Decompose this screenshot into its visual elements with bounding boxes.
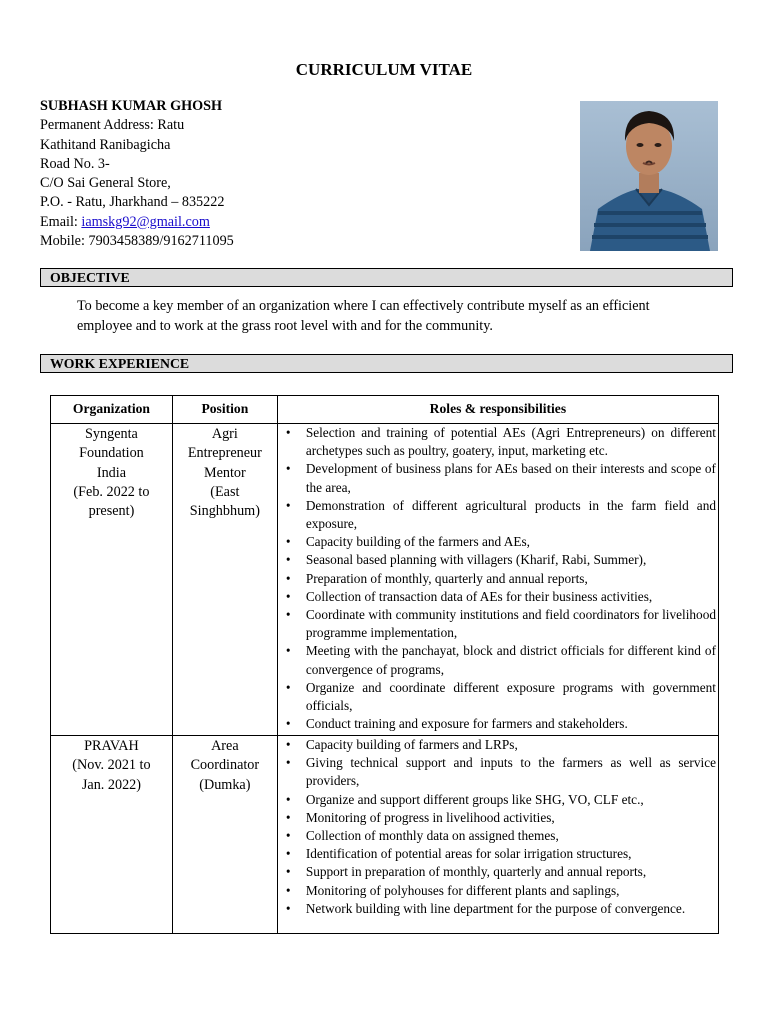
position-line: (Dumka): [199, 776, 251, 793]
list-item: • Identification of potential areas for solar irrigation structures,: [306, 845, 716, 863]
table-header-row: [51, 396, 719, 424]
list-item: • Giving technical support and inputs to the farmers as well as service providers,: [306, 754, 716, 790]
table-row: [51, 736, 719, 934]
position-cell: [172, 424, 277, 736]
list-item: • Seasonal based planning with villagers (Kharif, Rabi, Summer),: [306, 551, 716, 569]
list-item: • Organize and support different groups like SHG, VO, CLF etc.,: [306, 791, 716, 809]
list-item: • Preparation of monthly, quarterly and annual reports,: [306, 570, 716, 588]
organization-line: present): [88, 503, 135, 520]
list-item: • Demonstration of different agricultural products in the farm field and exposure,: [306, 497, 716, 533]
position-line: Coordinator: [190, 757, 260, 774]
roles-cell: [277, 424, 718, 736]
column-header-position: Position: [172, 396, 277, 424]
list-item: • Development of business plans for AEs based on their interests and scope of the area,: [306, 460, 716, 496]
organization-cell: [51, 736, 173, 934]
list-item: • Coordinate with community institutions and field coordinators for livelihood programme implementation,: [306, 606, 716, 642]
document-title: CURRICULUM VITAE: [295, 60, 473, 79]
address-line: P.O. - Ratu, Jharkhand – 835222: [40, 194, 225, 211]
candidate-name: SUBHASH KUMAR GHOSH: [40, 98, 223, 114]
list-item: • Meeting with the panchayat, block and district officials for different kind of convergence of programs,: [306, 642, 716, 678]
organization-line: India: [96, 464, 127, 481]
position-line: Agri: [211, 426, 238, 442]
contact-block: [40, 97, 560, 251]
address-line: C/O Sai General Store,: [40, 175, 171, 192]
column-header-organization: Organization: [51, 396, 173, 424]
roles-cell: [277, 736, 718, 934]
profile-photo: [580, 101, 718, 251]
list-item: • Capacity building of farmers and LRPs,: [306, 736, 716, 754]
table-row: [51, 424, 719, 736]
organization-line: Jan. 2022): [81, 776, 141, 793]
address-line: Road No. 3-: [40, 155, 110, 172]
organization-line: (Feb. 2022 to: [73, 483, 150, 500]
email-label: Email:: [40, 213, 82, 230]
address-line: Permanent Address: Ratu: [40, 117, 185, 134]
position-cell: [172, 736, 277, 934]
work-experience-table: [50, 395, 719, 934]
roles-list: [278, 736, 716, 918]
list-item: • Conduct training and exposure for farmers and stakeholders.: [306, 715, 716, 733]
email-line: [40, 213, 560, 232]
objective-text: To become a key member of an organization where I can effectively contribute myself as an efficient employee and to work at the grass root level with and for the community.: [77, 298, 650, 334]
mobile-line: Mobile: 7903458389/9162711095: [40, 233, 234, 250]
list-item: • Monitoring of polyhouses for different plants and saplings,: [306, 882, 716, 900]
roles-list: [278, 424, 716, 733]
profile-photo-illustration: [580, 101, 718, 251]
list-item: • Support in preparation of monthly, quarterly and annual reports,: [306, 863, 716, 881]
position-line: Singhbhum): [189, 503, 260, 520]
work-experience-heading: WORK EXPERIENCE: [40, 354, 733, 373]
organization-line: Syngenta: [85, 426, 138, 442]
position-line: (East: [210, 483, 240, 500]
organization-line: PRAVAH: [84, 738, 139, 754]
organization-line: Foundation: [79, 445, 144, 462]
position-line: Entrepreneur: [187, 445, 262, 462]
email-link[interactable]: iamskg92@gmail.com: [81, 213, 210, 230]
list-item: • Collection of monthly data on assigned themes,: [306, 827, 716, 845]
list-item: • Network building with line department for the purpose of convergence.: [306, 900, 716, 918]
column-header-roles: Roles & responsibilities: [277, 396, 718, 424]
list-item: • Collection of transaction data of AEs for their business activities,: [306, 588, 716, 606]
list-item: • Selection and training of potential AEs (Agri Entrepreneurs) on different archetypes such as poultry, goatery, input, marketing etc.: [306, 424, 716, 460]
address-line: Kathitand Ranibagicha: [40, 136, 171, 153]
organization-cell: [51, 424, 173, 736]
position-line: Mentor: [203, 464, 246, 481]
objective-heading: OBJECTIVE: [40, 268, 733, 287]
position-line: Area: [211, 738, 239, 754]
organization-line: (Nov. 2021 to: [72, 757, 151, 774]
list-item: • Monitoring of progress in livelihood activities,: [306, 809, 716, 827]
list-item: • Capacity building of the farmers and AEs,: [306, 533, 716, 551]
list-item: • Organize and coordinate different exposure programs with government officials,: [306, 679, 716, 715]
